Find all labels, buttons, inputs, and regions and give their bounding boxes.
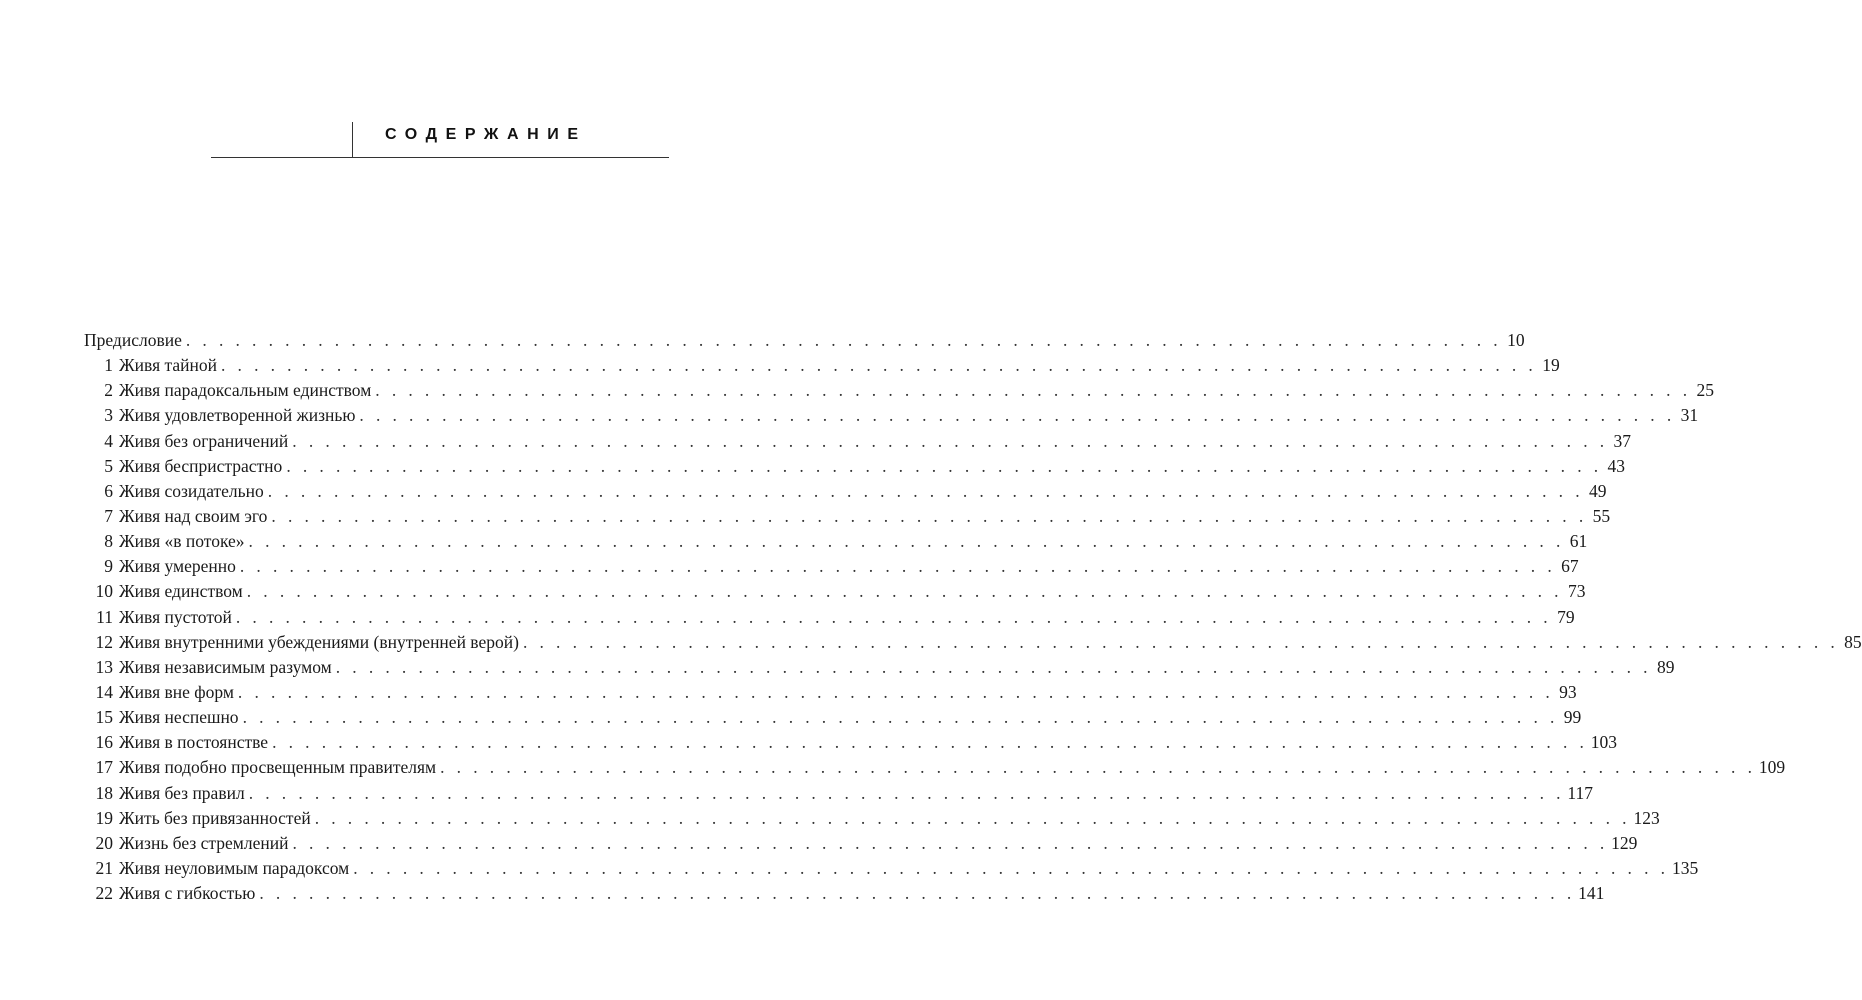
toc-entry-page: 89 xyxy=(1656,656,1675,677)
toc-entry-title: Живя тайной xyxy=(119,355,217,376)
toc-entry xyxy=(84,655,1675,680)
toc-leader-dots: . . . . . . . . . . . . . . . . . . . . . . . . . . . . . . . . . . . . . . . . . . . . . . . . . . . . . . . . . . . . . . . . . . . . . . . . . . . . . . . . xyxy=(271,505,1588,526)
toc-entry xyxy=(84,454,1626,479)
toc-leader-dots: . . . . . . . . . . . . . . . . . . . . . . . . . . . . . . . . . . . . . . . . . . . . . . . . . . . . . . . . . . . . . . . . . . . . . . . . . . . . . . . . xyxy=(272,732,1588,753)
toc-entry-page: 79 xyxy=(1557,606,1575,627)
toc-entry xyxy=(84,403,1699,428)
toc-entry-page: 109 xyxy=(1758,757,1786,778)
toc-entry xyxy=(84,730,1618,755)
toc-leader-dots: . . . . . . . . . . . . . . . . . . . . . . . . . . . . . . . . . . . . . . . . . . . . . . . . . . . . . . . . . . . . . . . . . . . . . . . . . . . . . . . . xyxy=(359,405,1676,426)
toc-entry-title: Живя над своим эго xyxy=(119,505,268,526)
toc-entry-title: Живя пустотой xyxy=(119,606,232,627)
toc-entry xyxy=(84,630,1862,655)
toc-leader-dots: . . . . . . . . . . . . . . . . . . . . . . . . . . . . . . . . . . . . . . . . . . . . . . . . . . . . . . . . . . . . . . . . . . . . . . . . . . . . . . . . xyxy=(237,681,1554,702)
toc-entry-number: 13 xyxy=(95,656,113,677)
toc-entry-page: 19 xyxy=(1542,355,1560,376)
toc-entry-title: Живя в постоянстве xyxy=(119,732,269,753)
toc-entry xyxy=(84,504,1611,529)
toc-entry-page: 37 xyxy=(1613,430,1632,451)
toc-entry-title: Живя внутренними убеждениями (внутренней верой) xyxy=(119,631,519,652)
toc-entry-number: 21 xyxy=(95,857,113,878)
toc-entry-number: 10 xyxy=(95,581,113,602)
toc-entry-title: Живя «в потоке» xyxy=(119,531,245,552)
toc-entry-page: 10 xyxy=(1507,330,1525,350)
toc-entry-title: Живя удовлетворенной жизнью xyxy=(119,405,356,426)
toc-entry-title: Живя подобно просвещенным правителям xyxy=(119,757,437,778)
toc-entry-number: 8 xyxy=(104,531,113,552)
toc-entry-number: 5 xyxy=(104,455,113,476)
toc-entry-number: 19 xyxy=(95,807,113,828)
page-title: СОДЕРЖАНИЕ xyxy=(385,126,587,143)
toc-entry xyxy=(84,378,1715,403)
toc-entry-page: 141 xyxy=(1578,883,1605,904)
toc-entry-number: 11 xyxy=(96,606,113,627)
toc-leader-dots: . . . . . . . . . . . . . . . . . . . . . . . . . . . . . . . . . . . . . . . . . . . . . . . . . . . . . . . . . . . . . . . . . . . . . . . . . . . . . . . . xyxy=(286,455,1603,476)
toc-leader-dots: . . . . . . . . . . . . . . . . . . . . . . . . . . . . . . . . . . . . . . . . . . . . . . . . . . . . . . . . . . . . . . . . . . . . . . . . . . . . . . . . xyxy=(235,606,1552,627)
toc-entry-page: 67 xyxy=(1561,556,1579,577)
toc-entry-title: Живя вне форм xyxy=(119,681,234,702)
toc-leader-dots: . . . . . . . . . . . . . . . . . . . . . . . . . . . . . . . . . . . . . . . . . . . . . . . . . . . . . . . . . . . . . . . . . . . . . . . . . . . . . . . . xyxy=(292,832,1609,853)
toc-entry xyxy=(84,579,1586,604)
toc-entry xyxy=(84,781,1594,806)
toc-entry-page: 99 xyxy=(1563,707,1582,728)
toc-entry xyxy=(84,680,1577,705)
toc-entry-page: 93 xyxy=(1559,681,1577,702)
toc-entry-page: 73 xyxy=(1567,581,1586,602)
toc-leader-dots: . . . . . . . . . . . . . . . . . . . . . . . . . . . . . . . . . . . . . . . . . . . . . . . . . . . . . . . . . . . . . . . . . . . . . . . . . . . . . . . . xyxy=(292,430,1609,451)
toc-entry xyxy=(84,479,1607,504)
toc-leader-dots: . . . . . . . . . . . . . . . . . . . . . . . . . . . . . . . . . . . . . . . . . . . . . . . . . . . . . . . . . . . . . . . . . . . . . . . . . . . . . . . . xyxy=(267,480,1584,501)
toc-leader-dots: . . . . . . . . . . . . . . . . . . . . . . . . . . . . . . . . . . . . . . . . . . . . . . . . . . . . . . . . . . . . . . . . . . . . . . . . . . . . . . . . xyxy=(335,656,1652,677)
toc-entry xyxy=(84,856,1699,881)
toc-leader-dots: . . . . . . . . . . . . . . . . . . . . . . . . . . . . . . . . . . . . . . . . . . . . . . . . . . . . . . . . . . . . . . . . . . . . . . . . . . . . . . . . xyxy=(440,757,1756,778)
toc-leader-dots: . . . . . . . . . . . . . . . . . . . . . . . . . . . . . . . . . . . . . . . . . . . . . . . . . . . . . . . . . . . . . . . . . . . . . . . . . . . . . . . . xyxy=(314,807,1631,828)
toc-entry xyxy=(84,831,1638,856)
toc-entry-number: 4 xyxy=(104,430,113,451)
table-of-contents xyxy=(84,328,1862,906)
toc-entry-number: 6 xyxy=(104,480,113,501)
toc-entry-page: 43 xyxy=(1607,455,1626,476)
toc-entry-number: 16 xyxy=(95,732,113,753)
toc-leader-dots: . . . . . . . . . . . . . . . . . . . . . . . . . . . . . . . . . . . . . . . . . . . . . . . . . . . . . . . . . . . . . . . . . . . . . . . . . . . . . . . . xyxy=(185,330,1502,350)
toc-leader-dots: . . . . . . . . . . . . . . . . . . . . . . . . . . . . . . . . . . . . . . . . . . . . . . . . . . . . . . . . . . . . . . . . . . . . . . . . . . . . . . . . xyxy=(353,857,1669,878)
toc-entry-number: 12 xyxy=(95,631,113,652)
toc-entry-page: 61 xyxy=(1569,531,1588,552)
toc-entry-title: Жизнь без стремлений xyxy=(119,832,289,853)
toc-entry xyxy=(84,755,1786,780)
toc-leader-dots: . . . . . . . . . . . . . . . . . . . . . . . . . . . . . . . . . . . . . . . . . . . . . . . . . . . . . . . . . . . . . . . . . . . . . . . . . . . . . . . . xyxy=(220,355,1537,376)
toc-entry xyxy=(84,881,1605,906)
toc-entry-page: 85 xyxy=(1844,631,1862,652)
toc-entry-title: Живя умеренно xyxy=(119,556,236,577)
toc-entry-title: Живя неспешно xyxy=(119,707,239,728)
toc-entry xyxy=(84,806,1660,831)
toc-leader-dots: . . . . . . . . . . . . . . . . . . . . . . . . . . . . . . . . . . . . . . . . . . . . . . . . . . . . . . . . . . . . . . . . . . . . . . . . . . . . . . . . xyxy=(259,883,1576,904)
toc-leader-dots: . . . . . . . . . . . . . . . . . . . . . . . . . . . . . . . . . . . . . . . . . . . . . . . . . . . . . . . . . . . . . . . . . . . . . . . . . . . . . . . . xyxy=(375,380,1692,401)
toc-entry-number: 22 xyxy=(95,883,113,904)
toc-entry xyxy=(84,705,1582,730)
toc-entry-page: 123 xyxy=(1633,807,1660,828)
toc-entry-page: 31 xyxy=(1680,405,1699,426)
toc-entry-number: 2 xyxy=(104,380,113,401)
toc-entry-title: Живя без правил xyxy=(119,782,245,803)
toc-entry-title: Живя неуловимым парадоксом xyxy=(119,857,350,878)
toc-entry-title: Живя независимым разумом xyxy=(119,656,332,677)
toc-entry xyxy=(84,328,1525,353)
toc-entry xyxy=(84,529,1588,554)
toc-entry xyxy=(84,605,1575,630)
toc-leader-dots: . . . . . . . . . . . . . . . . . . . . . . . . . . . . . . . . . . . . . . . . . . . . . . . . . . . . . . . . . . . . . . . . . . . . . . . . . . . . . . . . xyxy=(248,531,1565,552)
toc-entry-page: 55 xyxy=(1592,505,1611,526)
toc-entry xyxy=(84,429,1632,454)
heading-tick xyxy=(352,122,353,158)
toc-entry-number: 3 xyxy=(104,405,113,426)
toc-entry-number: 14 xyxy=(95,681,113,702)
toc-entry-number: 7 xyxy=(104,505,113,526)
toc-entry-page: 129 xyxy=(1611,832,1638,853)
toc-entry-title: Живя парадоксальным единством xyxy=(119,380,372,401)
toc-entry-page: 103 xyxy=(1590,732,1618,753)
toc-entry xyxy=(84,554,1579,579)
toc-entry-title: Предисловие xyxy=(84,330,182,350)
toc-leader-dots: . . . . . . . . . . . . . . . . . . . . . . . . . . . . . . . . . . . . . . . . . . . . . . . . . . . . . . . . . . . . . . . . . . . . . . . . . . . . . . . . xyxy=(522,631,1839,652)
toc-leader-dots: . . . . . . . . . . . . . . . . . . . . . . . . . . . . . . . . . . . . . . . . . . . . . . . . . . . . . . . . . . . . . . . . . . . . . . . . . . . . . . . . xyxy=(248,782,1565,803)
toc-entry xyxy=(84,353,1560,378)
toc-entry-number: 17 xyxy=(95,757,113,778)
heading-rule xyxy=(211,157,669,158)
toc-entry-number: 9 xyxy=(104,556,113,577)
toc-entry-page: 49 xyxy=(1589,480,1607,501)
toc-entry-number: 18 xyxy=(95,782,113,803)
toc-entry-title: Живя беспристрастно xyxy=(119,455,283,476)
toc-entry-number: 1 xyxy=(104,355,113,376)
toc-entry-number: 20 xyxy=(95,832,113,853)
toc-entry-number: 15 xyxy=(95,707,113,728)
toc-entry-page: 135 xyxy=(1671,857,1699,878)
toc-entry-title: Жить без привязанностей xyxy=(119,807,311,828)
toc-entry-page: 117 xyxy=(1567,782,1594,803)
toc-leader-dots: . . . . . . . . . . . . . . . . . . . . . . . . . . . . . . . . . . . . . . . . . . . . . . . . . . . . . . . . . . . . . . . . . . . . . . . . . . . . . . . . xyxy=(239,556,1556,577)
toc-entry-title: Живя без ограничений xyxy=(119,430,289,451)
toc-entry-title: Живя единством xyxy=(119,581,243,602)
toc-leader-dots: . . . . . . . . . . . . . . . . . . . . . . . . . . . . . . . . . . . . . . . . . . . . . . . . . . . . . . . . . . . . . . . . . . . . . . . . . . . . . . . . xyxy=(242,707,1559,728)
toc-entry-title: Живя с гибкостью xyxy=(119,883,256,904)
toc-leader-dots: . . . . . . . . . . . . . . . . . . . . . . . . . . . . . . . . . . . . . . . . . . . . . . . . . . . . . . . . . . . . . . . . . . . . . . . . . . . . . . . . xyxy=(246,581,1563,602)
toc-entry-title: Живя созидательно xyxy=(119,480,264,501)
toc-entry-page: 25 xyxy=(1696,380,1715,401)
